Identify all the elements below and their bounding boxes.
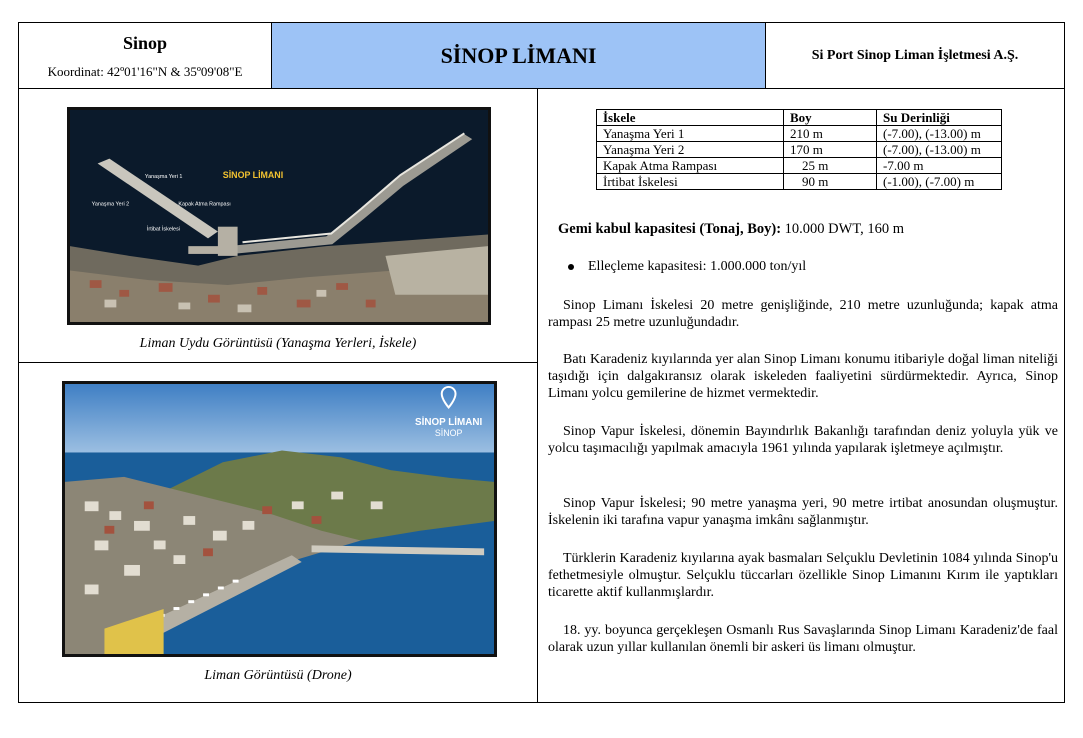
image-column	[19, 89, 538, 702]
table-row	[597, 142, 1002, 158]
label-ramp: Kapak Atma Rampası	[178, 201, 231, 208]
table-row	[597, 158, 1002, 174]
paragraph: 18. yy. boyunca gerçekleşen Osmanlı Rus Savaşlarında Sinop Limanı Karadeniz'de faal olarak uzun yıllar kullanılan önemli bir askeri üs limanı olmuştur.	[548, 623, 1058, 655]
table-row	[597, 126, 1002, 142]
handling-capacity-text: Elleçleme kapasitesi: 1.000.000 ton/yıl	[588, 259, 807, 274]
table-cell: (-1.00), (-7.00) m	[877, 174, 1002, 190]
satellite-caption: Liman Uydu Görüntüsü (Yanaşma Yerleri, İskele)	[139, 336, 417, 351]
paragraph: Sinop Limanı İskelesi 20 metre genişliğinde, 210 metre uzunluğunda; kapak atma rampası 25 metre uzunluğundadır.	[548, 298, 1058, 330]
table-header-cell: İskele	[597, 110, 784, 126]
operator-name: Si Port Sinop Liman İşletmesi A.Ş.	[766, 23, 1064, 89]
paragraph: Sinop Vapur İskelesi; 90 metre yanaşma yeri, 90 metre irtibat anosundan oluşmuştur. İskelenin iki tarafına vapur yanaşma imkânı sağlanmıştır.	[548, 496, 1058, 528]
satellite-image	[67, 107, 491, 325]
table-cell: 170 m	[784, 142, 877, 158]
drone-image-cell	[19, 363, 537, 702]
drone-image	[62, 381, 497, 657]
table-header-cell: Boy	[784, 110, 877, 126]
table-cell: 90 m	[784, 174, 877, 190]
location-header	[19, 23, 272, 89]
table-row	[597, 174, 1002, 190]
info-column	[538, 89, 1065, 702]
berth-spec-table	[596, 109, 1002, 190]
ship-capacity	[558, 221, 1068, 238]
table-cell: 25 m	[784, 158, 877, 174]
table-cell: (-7.00), (-13.00) m	[877, 126, 1002, 142]
table-cell: Yanaşma Yeri 1	[597, 126, 784, 142]
label-berth-2: Yanaşma Yeri 2	[91, 201, 130, 208]
table-cell: -7.00 m	[877, 158, 1002, 174]
table-cell: Yanaşma Yeri 2	[597, 142, 784, 158]
table-cell: Kapak Atma Rampası	[597, 158, 784, 174]
paragraph: Sinop Vapur İskelesi, dönemin Bayındırlık Bakanlığı tarafından deniz yoluyla yük ve yolcu taşımacılığı yapılmak amacıyla 1961 yılında yapılarak işletmeye açılmıştır.	[548, 424, 1058, 456]
label-berth-1: Yanaşma Yeri 1	[144, 174, 183, 181]
drone-overlay-title: SİNOP LİMANI	[415, 417, 483, 429]
paragraph: Türklerin Karadeniz kıyılarına ayak basmaları Selçuklu Devletinin 1084 yılında Sinop'u fethetmesiyle olmuştur. Selçuklu tüccarları özellikle Sinop Limanını Kırım ile yaptıkları ticarette aktif kullanmışlardır.	[548, 551, 1058, 600]
table-header-cell: Su Derinliği	[877, 110, 1002, 126]
city-name: Sinop	[122, 33, 168, 53]
table-header-row	[597, 110, 1002, 126]
label-contact-pier: İrtibat İskelesi	[146, 226, 180, 233]
table-cell: (-7.00), (-13.00) m	[877, 142, 1002, 158]
drone-overlay-subtitle: SİNOP	[434, 427, 463, 438]
ship-capacity-value: 10.000 DWT, 160 m	[781, 221, 905, 237]
table-cell: İrtibat İskelesi	[597, 174, 784, 190]
drone-caption: Liman Görüntüsü (Drone)	[204, 668, 352, 683]
port-info-sheet	[18, 22, 1065, 703]
satellite-overlay-title: SİNOP LİMANI	[222, 170, 284, 181]
coordinate-text: Koordinat: 42º01'16"N & 35º09'08"E	[47, 64, 243, 79]
satellite-image-cell	[19, 89, 537, 363]
page-title: SİNOP LİMANI	[272, 23, 766, 89]
handling-capacity	[568, 259, 806, 275]
paragraph: Batı Karadeniz kıyılarında yer alan Sinop Limanı konumu itibariyle doğal liman niteliği taşıdığı için dalgakıransız olarak iskeleden faaliyetini sürdürmektedir. Ayrıca, Sinop Limanı yolcu gemilerine de hizmet vermektedir.	[548, 352, 1058, 401]
table-cell: 210 m	[784, 126, 877, 142]
ship-capacity-label: Gemi kabul kapasitesi (Tonaj, Boy):	[558, 221, 782, 237]
bullet-icon	[568, 264, 574, 270]
